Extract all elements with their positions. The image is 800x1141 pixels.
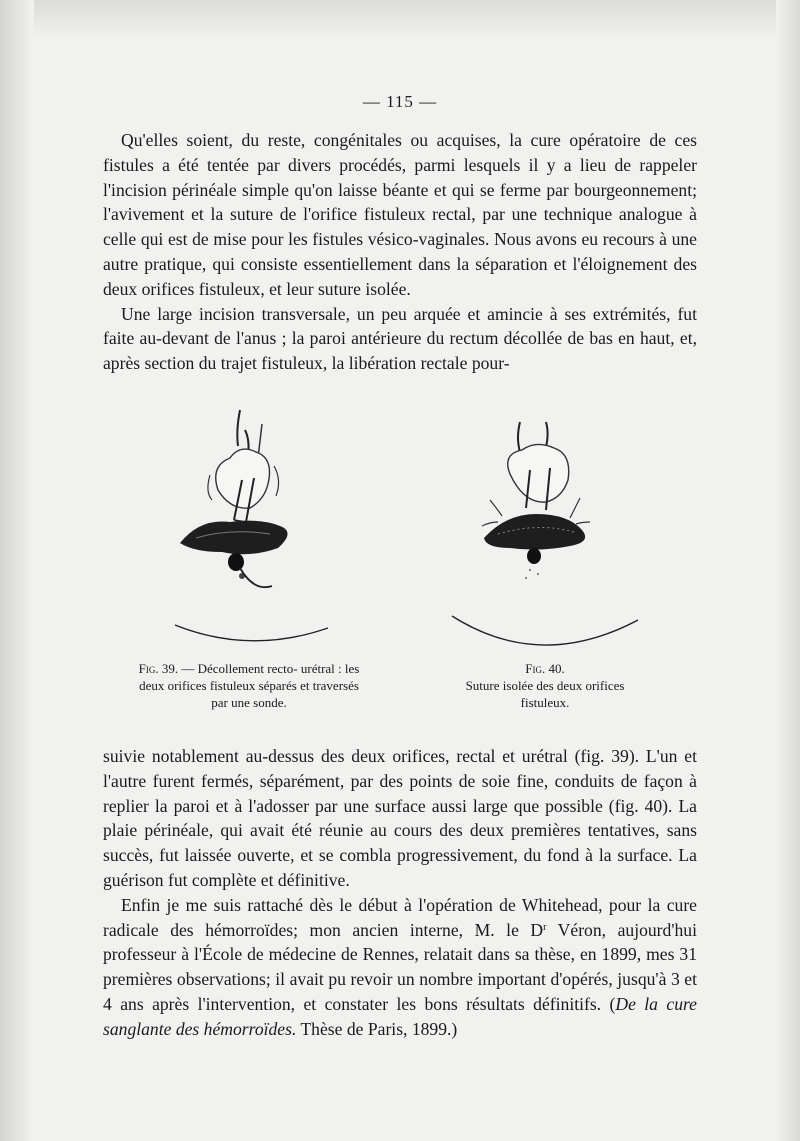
- figure-40-label: Fig. 40.: [525, 661, 565, 676]
- page-number: — 115 —: [362, 92, 438, 111]
- figure-40-illustration: [450, 410, 650, 650]
- figure-39-caption: [130, 660, 368, 711]
- paragraph: [103, 893, 697, 1042]
- paragraph: suivie notablement au-dessus des deux orifices, rectal et urétral (fig. 39). L'un et l'autre furent fermés, séparément, par des points de soie fine, conduits de façon à replier la paroi et à l'adosser par une surface aussi large que possible (fig. 40). La plaie périnéale, qui avait été réunie au cours des deux premières tentatives, sans succès, fut laissée ouverte, et se combla progressivement, du fond à la surface. La guérison fut complète et définitive.: [103, 746, 697, 890]
- figure-39-illustration: [150, 400, 350, 650]
- paragraph: Qu'elles soient, du reste, congénitales ou acquises, la cure opératoire de ces fistules a été tentée par divers procédés, parmi lesquels il y a lieu de rappeler l'incision périnéale simple qu'on laisse béante et qui se ferme par bourgeonnement; l'avivement et la suture de l'orifice fistuleux rectal, par une technique analogue à celle qui est de mise pour les fistules vésico-vaginales. Nous avons eu recours à une autre pratique, qui consiste essentiellement dans la séparation et l'éloignement des deux orifices fistuleux, et leur suture isolée.: [103, 130, 697, 299]
- superscript: r: [543, 921, 547, 933]
- figure-39-label: Fig. 39.: [138, 661, 179, 676]
- figure-39-caption-line1: — Décollement recto-: [181, 661, 298, 676]
- paragraph-text: Thèse de Paris, 1899.): [296, 1018, 458, 1039]
- text-block-bottom: [103, 744, 697, 1042]
- page-shadow-top: [0, 0, 800, 40]
- citation-title: De la cure sanglante des hémorroïdes.: [103, 993, 697, 1039]
- page-shadow-left: [0, 0, 34, 1141]
- figure-40-caption: [455, 660, 635, 711]
- paragraph-text: Enfin je me suis rattaché dès le début à l'opération de Whitehead, pour la cure radicale des hémorroïdes; mon ancien interne, M. le D: [103, 894, 697, 940]
- page-shadow-right: [776, 0, 800, 1141]
- figure-39-caption-text: urétral : les deux orifices fistuleux séparés et traversés par une sonde.: [139, 661, 360, 710]
- paragraph: Une large incision transversale, un peu arquée et amincie à ses extrémités, fut faite au-devant de l'anus ; la paroi antérieure du rectum décollée de bas en haut, et, après section du trajet fistuleux, la libération rectale pour-: [103, 303, 697, 374]
- paragraph-text: Véron, aujourd'hui professeur à l'École de médecine de Rennes, relatait dans sa thèse, en 1899, mes 31 premières observations; il avait pu revoir un nombre important d'opérés, jusqu'à 3 et 4 ans après l'intervention, et constater les bons résultats définitifs. (: [103, 919, 697, 1014]
- text-block-top: [103, 128, 697, 376]
- figure-40-caption-text: Suture isolée des deux orifices fistuleux.: [465, 678, 625, 710]
